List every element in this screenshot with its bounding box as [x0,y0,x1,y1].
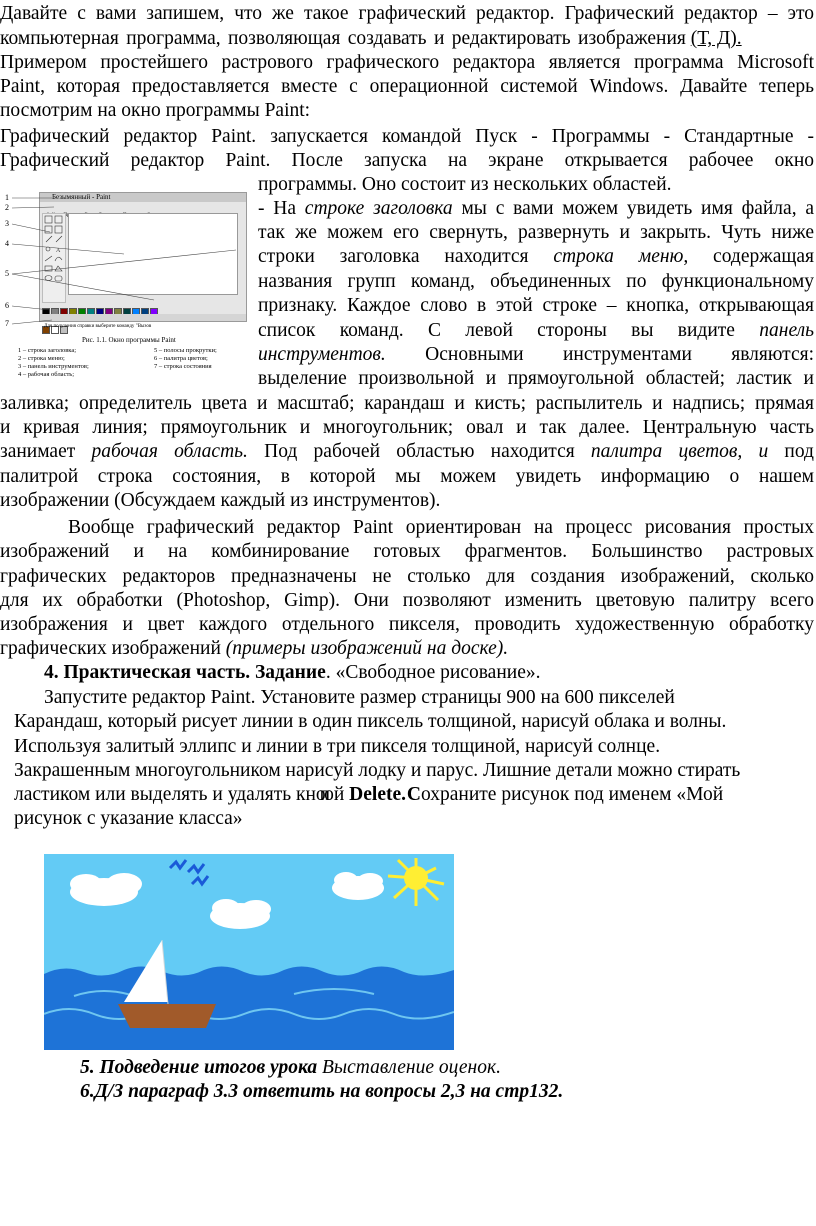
text-line: программы. Оно состоит из нескольких областей. [258,174,672,195]
figure-number: 3 [5,219,9,228]
figure-number: 2 [5,203,9,212]
text-line: Закрашенным многоугольником нарисуй лодку и парус. Лишние детали можно стирать [14,760,741,781]
text-line: ластиком или выделять и удалять кнопой Delete. Сохраните рисунок под именем «Мой [14,784,724,805]
sample-drawing [44,854,454,1050]
cloud [210,899,271,929]
cloud [332,872,384,900]
figure-legend-left: 1 – строка заголовка; 2 – строка меню; 3 – панель инструментов; 4 – рабочая область; [18,347,89,378]
text-line: и кривая линия; прямоугольник и многоугольник; овал и так далее. Центральную часть [0,417,814,438]
reference-link[interactable]: (Т, Д). [690,28,742,49]
text-line: изображении (Обсуждаем каждый из инструментов). [0,490,441,511]
text-line: Запустите редактор Paint. Установите размер страницы 900 на 600 пикселей [44,687,675,708]
text-line: Графический редактор Paint. запускается командой Пуск - Программы - Стандартные - [0,126,814,147]
text-line: Графический редактор Paint. После запуска на экране открывается рабочее окно [0,150,814,171]
status-text: Для получения справки выберите команду "Вызов [44,324,152,329]
paint-window-figure [4,190,242,382]
figure-number: 4 [5,239,9,248]
callout-arrows [4,190,242,330]
text-line: Примером простейшего растрового графического редактора является программа Microsoft [0,52,814,73]
text-line: Paint, которая предоставляется вместе с операционной системой Windows. Давайте теперь [0,76,814,97]
text-line: графических редакторов предназначены не столько для создания изображений, сколько [0,566,814,587]
figure-caption: Рис. 1.1. Окно программы Paint [82,336,176,344]
figure-legend-right: 5 – полосы прокрутки; 6 – палитра цветов; 7 – строка состояния [154,347,217,370]
text-line: список команд. С левой стороны вы видите панель [258,320,814,341]
text-line: Вообще графический редактор Paint ориентирован на процесс рисования простых [68,517,814,538]
window-title: Безымянный - Paint [52,193,111,201]
text-line: рисунок с указание класса» [14,808,243,829]
text-line: Карандаш, который рисует линии в один пиксель толщиной, нарисуй облака и волны. [14,711,727,732]
text-line: инструментов. Основными инструментами являются: [258,344,814,365]
text-line: 5. Подведение итогов урока Выставление оценок. [80,1057,501,1078]
text-line: признаку. Каждое слово в этой строке – кнопка, открывающая [258,295,814,316]
text-line: строки заголовка находится строка меню, содержащая [258,246,814,267]
text-line: занимает рабочая область. Под рабочей областью находится палитра цветов, и под [0,441,814,462]
text-line: названия групп команд, объединенных по функциональному [258,271,814,292]
text-line: изображений и на комбинирование готовых фрагментов. Большинство растровых [0,541,814,562]
text-line: заливка; определитель цвета и масштаб; карандаш и кисть; распылитель и надпись; прямая [0,393,814,414]
text-line: так же можем его свернуть, развернуть и закрыть. Чуть ниже [258,222,814,243]
text-line: компьютерная программа, позволяющая создавать и редактировать изображения (Т, Д). [0,28,742,49]
boat [118,1004,216,1028]
figure-number: 5 [5,269,9,278]
text-line: - На строке заголовка мы с вами можем увидеть имя файла, а [258,198,814,219]
text-line: палитрой строка состояния, в которой мы можем увидеть информацию о нашем [0,466,814,487]
text-line: Давайте с вами запишем, что же такое графический редактор. Графический редактор – это [0,3,814,24]
text-line: Используя залитый эллипс и линии в три пикселя толщиной, нарисуй солнце. [14,736,661,757]
figure-number: 1 [5,193,9,202]
section-heading: 4. Практическая часть. Задание. «Свободное рисование». [44,662,541,683]
text-line: 6.Д/З параграф 3.3 ответить на вопросы 2,3 на стр132. [80,1081,564,1102]
text-line: выделение произвольной и прямоугольной областей; ластик и [258,368,814,389]
figure-number: 6 [5,301,9,310]
sea [44,966,454,1050]
svg-text:A: A [56,248,61,254]
text-line: для их обработки (Photoshop, Gimp). Они позволяют изменить цветовую палитру всего [0,590,814,611]
text-line: посмотрим на окно программы Paint: [0,100,311,121]
text-line: изображения и цвет каждого отдельного пикселя, проводить художественную обработку [0,614,814,635]
figure-number: 7 [5,319,9,328]
text-line: графических изображений (примеры изображений на доске). [0,638,509,659]
